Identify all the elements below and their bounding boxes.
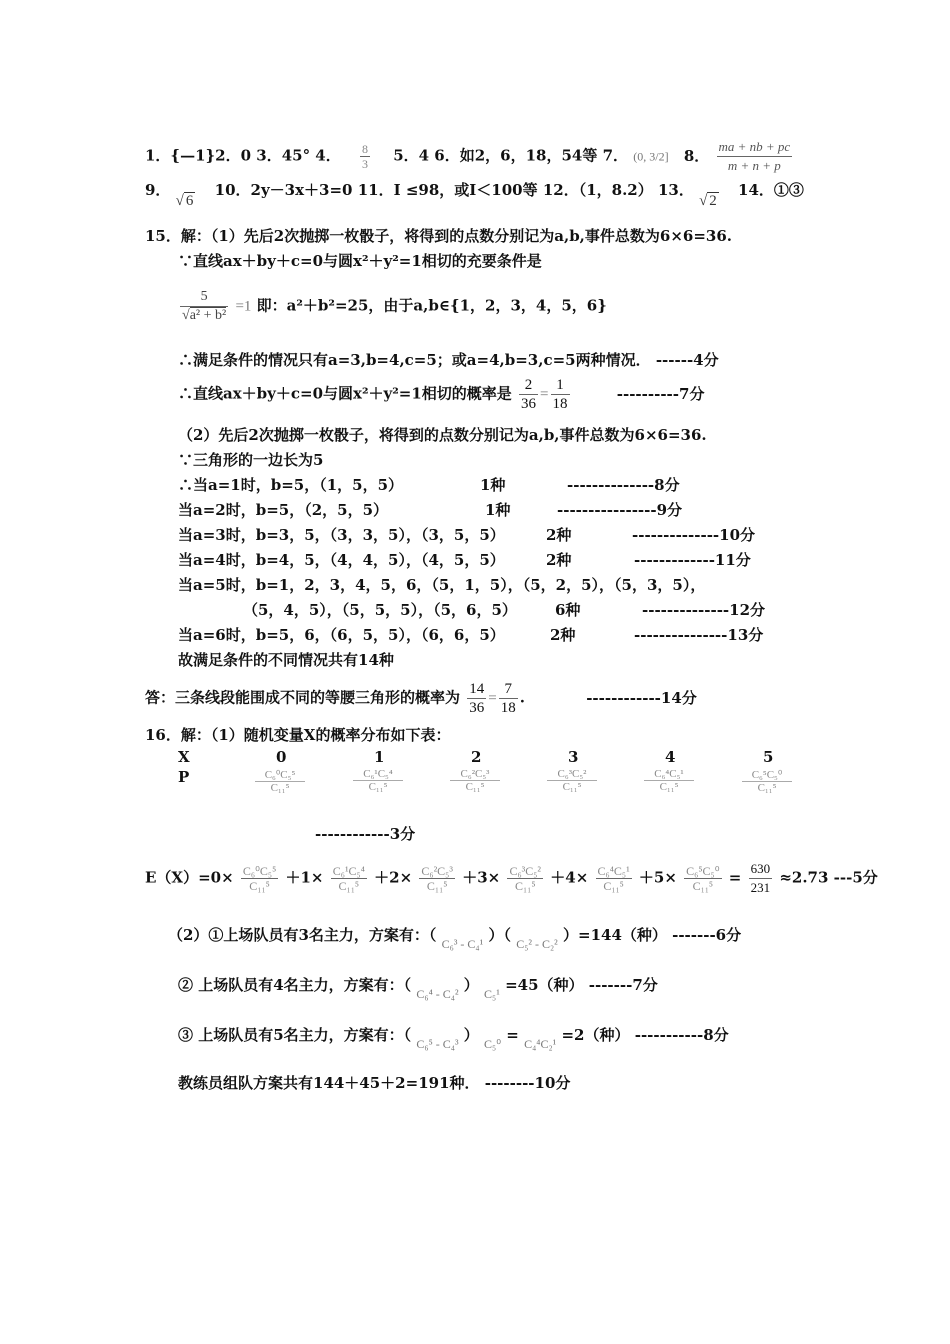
- case-a1-score: --------------8分: [567, 476, 680, 494]
- q16-part2-line-3: ③ 上场队员有5名主力，方案有：（ $_{C_6^5 - C_4^3}$ ） $_{C_5^0}$ = $_{C_4^4C_2^1}$ =2（种） -----------8分: [178, 1026, 729, 1051]
- p-value-4: C₆⁴C₅¹ C₁₁⁵: [644, 768, 694, 793]
- x-value-4: 4: [665, 748, 676, 766]
- answers-1-4: 1．{—1}2．0 3．45° 4．: [145, 146, 341, 165]
- answers-line-1: [145, 138, 794, 175]
- q15-line-4: ∴满足条件的情况只有a=3,b=4,c=5；或a=4,b=3,c=5两种情况． ------4分: [178, 351, 719, 369]
- case-a2-score: ----------------9分: [557, 501, 683, 519]
- x-value-3: 3: [568, 748, 579, 766]
- answer-9-sqrt: √ 6: [175, 193, 194, 209]
- ex-result-fraction: $\frac{630}{231}$: [750, 861, 771, 895]
- q15-answer-text: 答：三条线段能围成不同的等腰三角形的概率为: [145, 688, 461, 707]
- q16-line-1: 16．解：（1）随机变量X的概率分布如下表：: [145, 726, 451, 744]
- q15-line-2: ∵直线ax＋by＋c=0与圆x²＋y²=1相切的充要条件是: [178, 252, 542, 270]
- q15-eq-one: =1: [235, 298, 252, 315]
- ex-term-4: $\frac{\text{C₆⁴C₅¹}}{\text{C₁₁⁵}}$: [597, 864, 630, 893]
- q15-score-14: ------------14分: [586, 688, 697, 707]
- case-a6-count: 2种: [550, 626, 576, 644]
- case-a5-count: 6种: [555, 601, 581, 619]
- ex-term-3: $\frac{\text{C₆³C₅²}}{\text{C₁₁⁵}}$: [509, 864, 542, 893]
- p-value-5: C₆⁵C₅⁰ C₁₁⁵: [742, 768, 792, 794]
- q16-score-3: ------------3分: [315, 825, 416, 843]
- q16-part2-line-2: ② 上场队员有4名主力，方案有：（ $_{C_6^4 - C_4^2}$ ） $_{C_5^1}$ =45（种） -------7分: [178, 976, 658, 1001]
- q15-prob-fraction-1: $\frac{2}{36}$: [521, 377, 537, 412]
- answer-8-fraction: $\frac{ma + nb + pc}{m + n + p}$: [718, 139, 791, 173]
- case-a1: ∴当a=1时，b=5，（1，5，5）: [178, 476, 404, 494]
- case-a4-count: 2种: [546, 551, 572, 569]
- case-a2-count: 1种: [485, 501, 511, 519]
- p-value-0: C₆⁰C₅⁵ C₁₁⁵: [255, 768, 305, 794]
- case-a5-score: --------------12分: [642, 601, 766, 619]
- case-a5-cont: （5，4，5），（5，5，5），（5，6，5）: [243, 601, 517, 619]
- q15-line-3-text: 即：a²＋b²=25，由于a,b∈{1，2，3，4，5，6}: [256, 296, 607, 315]
- q15-line-5-text: ∴直线ax＋by＋c=0与圆x²＋y²=1相切的概率是: [178, 384, 512, 403]
- p-label: P: [178, 768, 190, 786]
- x-value-1: 1: [374, 748, 385, 766]
- q15-part2-line-2: ∵三角形的一边长为5: [178, 451, 324, 469]
- answer-14: 14．①③: [738, 181, 804, 199]
- ex-tail: ≈2.73 ---5分: [779, 868, 878, 887]
- q15-line-5: ∴直线ax＋by＋c=0与圆x²＋y²=1相切的概率是 $\frac{2}{36}$ = $\frac{1}{18}$ ----------7分: [178, 377, 705, 412]
- case-a3-count: 2种: [546, 526, 572, 544]
- ex-term-1: $\frac{\text{C₆¹C₅⁴}}{\text{C₁₁⁵}}$: [332, 864, 365, 893]
- x-value-2: 2: [471, 748, 482, 766]
- answer-4-fraction: $\frac{8}{3}$: [361, 142, 368, 171]
- q15-prob-fraction-2: $\frac{1}{18}$: [552, 377, 568, 412]
- case-a3: 当a=3时，b=3，5，（3，3，5），（3，5，5）: [178, 526, 505, 544]
- case-a1-count: 1种: [480, 476, 506, 494]
- ex-term-2: $\frac{\text{C₆²C₅³}}{\text{C₁₁⁵}}$: [421, 864, 453, 893]
- case-a5: 当a=5时，b=1，2，3，4，5，6，（5，1，5），（5，2，5），（5，3，5），: [178, 576, 706, 594]
- x-value-0: 0: [276, 748, 287, 766]
- answer-8-label: 8．: [683, 146, 710, 165]
- q15-answer: 答：三条线段能围成不同的等腰三角形的概率为 $\frac{14}{36}$ = $\frac{7}{18}$ . ------------14分: [145, 681, 697, 716]
- q16-part2-line-1: （2）①上场队员有3名主力，方案有：（ $_{C_6^3 - C_4^1}$ ）（ $_{C_5^2 - C_2^2}$ ）=144（种） -------6分: [168, 926, 742, 951]
- case-a6-score: ---------------13分: [634, 626, 764, 644]
- ex-term-5: $\frac{\text{C₆⁵C₅⁰}}{\text{C₁₁⁵}}$: [686, 864, 720, 893]
- q16-final: 教练员组队方案共有144＋45＋2=191种． --------10分: [178, 1074, 571, 1092]
- q15-part2-line-1: （2）先后2次抛掷一枚骰子，将得到的点数分别记为a,b,事件总数为6×6=36.: [178, 426, 707, 444]
- p-value-2: C₆²C₅³ C₁₁⁵: [450, 768, 500, 793]
- q15-tangent-fraction: $\frac{5}{\text{√a² + b²}}$: [182, 289, 227, 323]
- ex-term-0: $\frac{\text{C₆⁰C₅⁵}}{\text{C₁₁⁵}}$: [242, 864, 277, 893]
- answer-13-sqrt: √ 2: [699, 193, 717, 209]
- answer-9-label: 9．: [145, 181, 171, 199]
- q15-line-1: 15．解：（1）先后2次抛掷一枚骰子，将得到的点数分别记为a,b,事件总数为6×6=36.: [145, 227, 733, 245]
- answer-7-interval: (0, 3/2]: [633, 149, 669, 164]
- answers-line-2: [145, 180, 804, 209]
- q16-expectation: E（X）=0× $\frac{\text{C₆⁰C₅⁵}}{\text{C₁₁⁵}}$ ＋1× $\frac{\text{C₆¹C₅⁴}}{\text{C₁₁⁵}}$ ＋2× $\frac{\text{C₆²C₅³}}{\text{C₁₁⁵}}$ ＋3× $\frac{\text{C₆³C₅²}}{\text{C₁₁⁵}}$ ＋4× $\frac{\text{C₆⁴C₅¹}}{\text{C₁₁⁵}}$ ＋5× $\frac{\text{C₆⁵C₅⁰}}{\text{C₁₁⁵}}$ = $\frac{630}{231}$ ≈2.73 ---5分: [145, 861, 878, 895]
- case-a6: 当a=6时，b=5，6，（6，5，5），（6，6，5）: [178, 626, 505, 644]
- case-a4-score: -------------11分: [634, 551, 751, 569]
- answers-5-7: 5．4 6．如2，6，18，54等 7．: [393, 146, 629, 165]
- q15-score-7: ----------7分: [616, 384, 705, 403]
- q15-total: 故满足条件的不同情况共有14种: [178, 651, 394, 669]
- answers-10-13: 10．2y－3x＋3=0 11．I ≤98，或I＜100等 12．（1，8.2） 13．: [214, 181, 694, 199]
- ex-label: E（X）=0×: [145, 868, 234, 887]
- x-value-5: 5: [763, 748, 774, 766]
- case-a2: 当a=2时，b=5，（2，5，5）: [178, 501, 389, 519]
- case-a4: 当a=4时，b=4，5，（4，4，5），（4，5，5）: [178, 551, 505, 569]
- q15-line-3: [178, 288, 607, 325]
- p-value-3: C₆³C₅² C₁₁⁵: [547, 768, 597, 793]
- q15-answer-fraction-2: $\frac{7}{18}$: [500, 681, 516, 716]
- q15-answer-fraction-1: $\frac{14}{36}$: [469, 681, 485, 716]
- p-value-1: C₆¹C₅⁴ C₁₁⁵: [353, 768, 403, 793]
- case-a3-score: --------------10分: [632, 526, 756, 544]
- x-label: X: [178, 748, 190, 766]
